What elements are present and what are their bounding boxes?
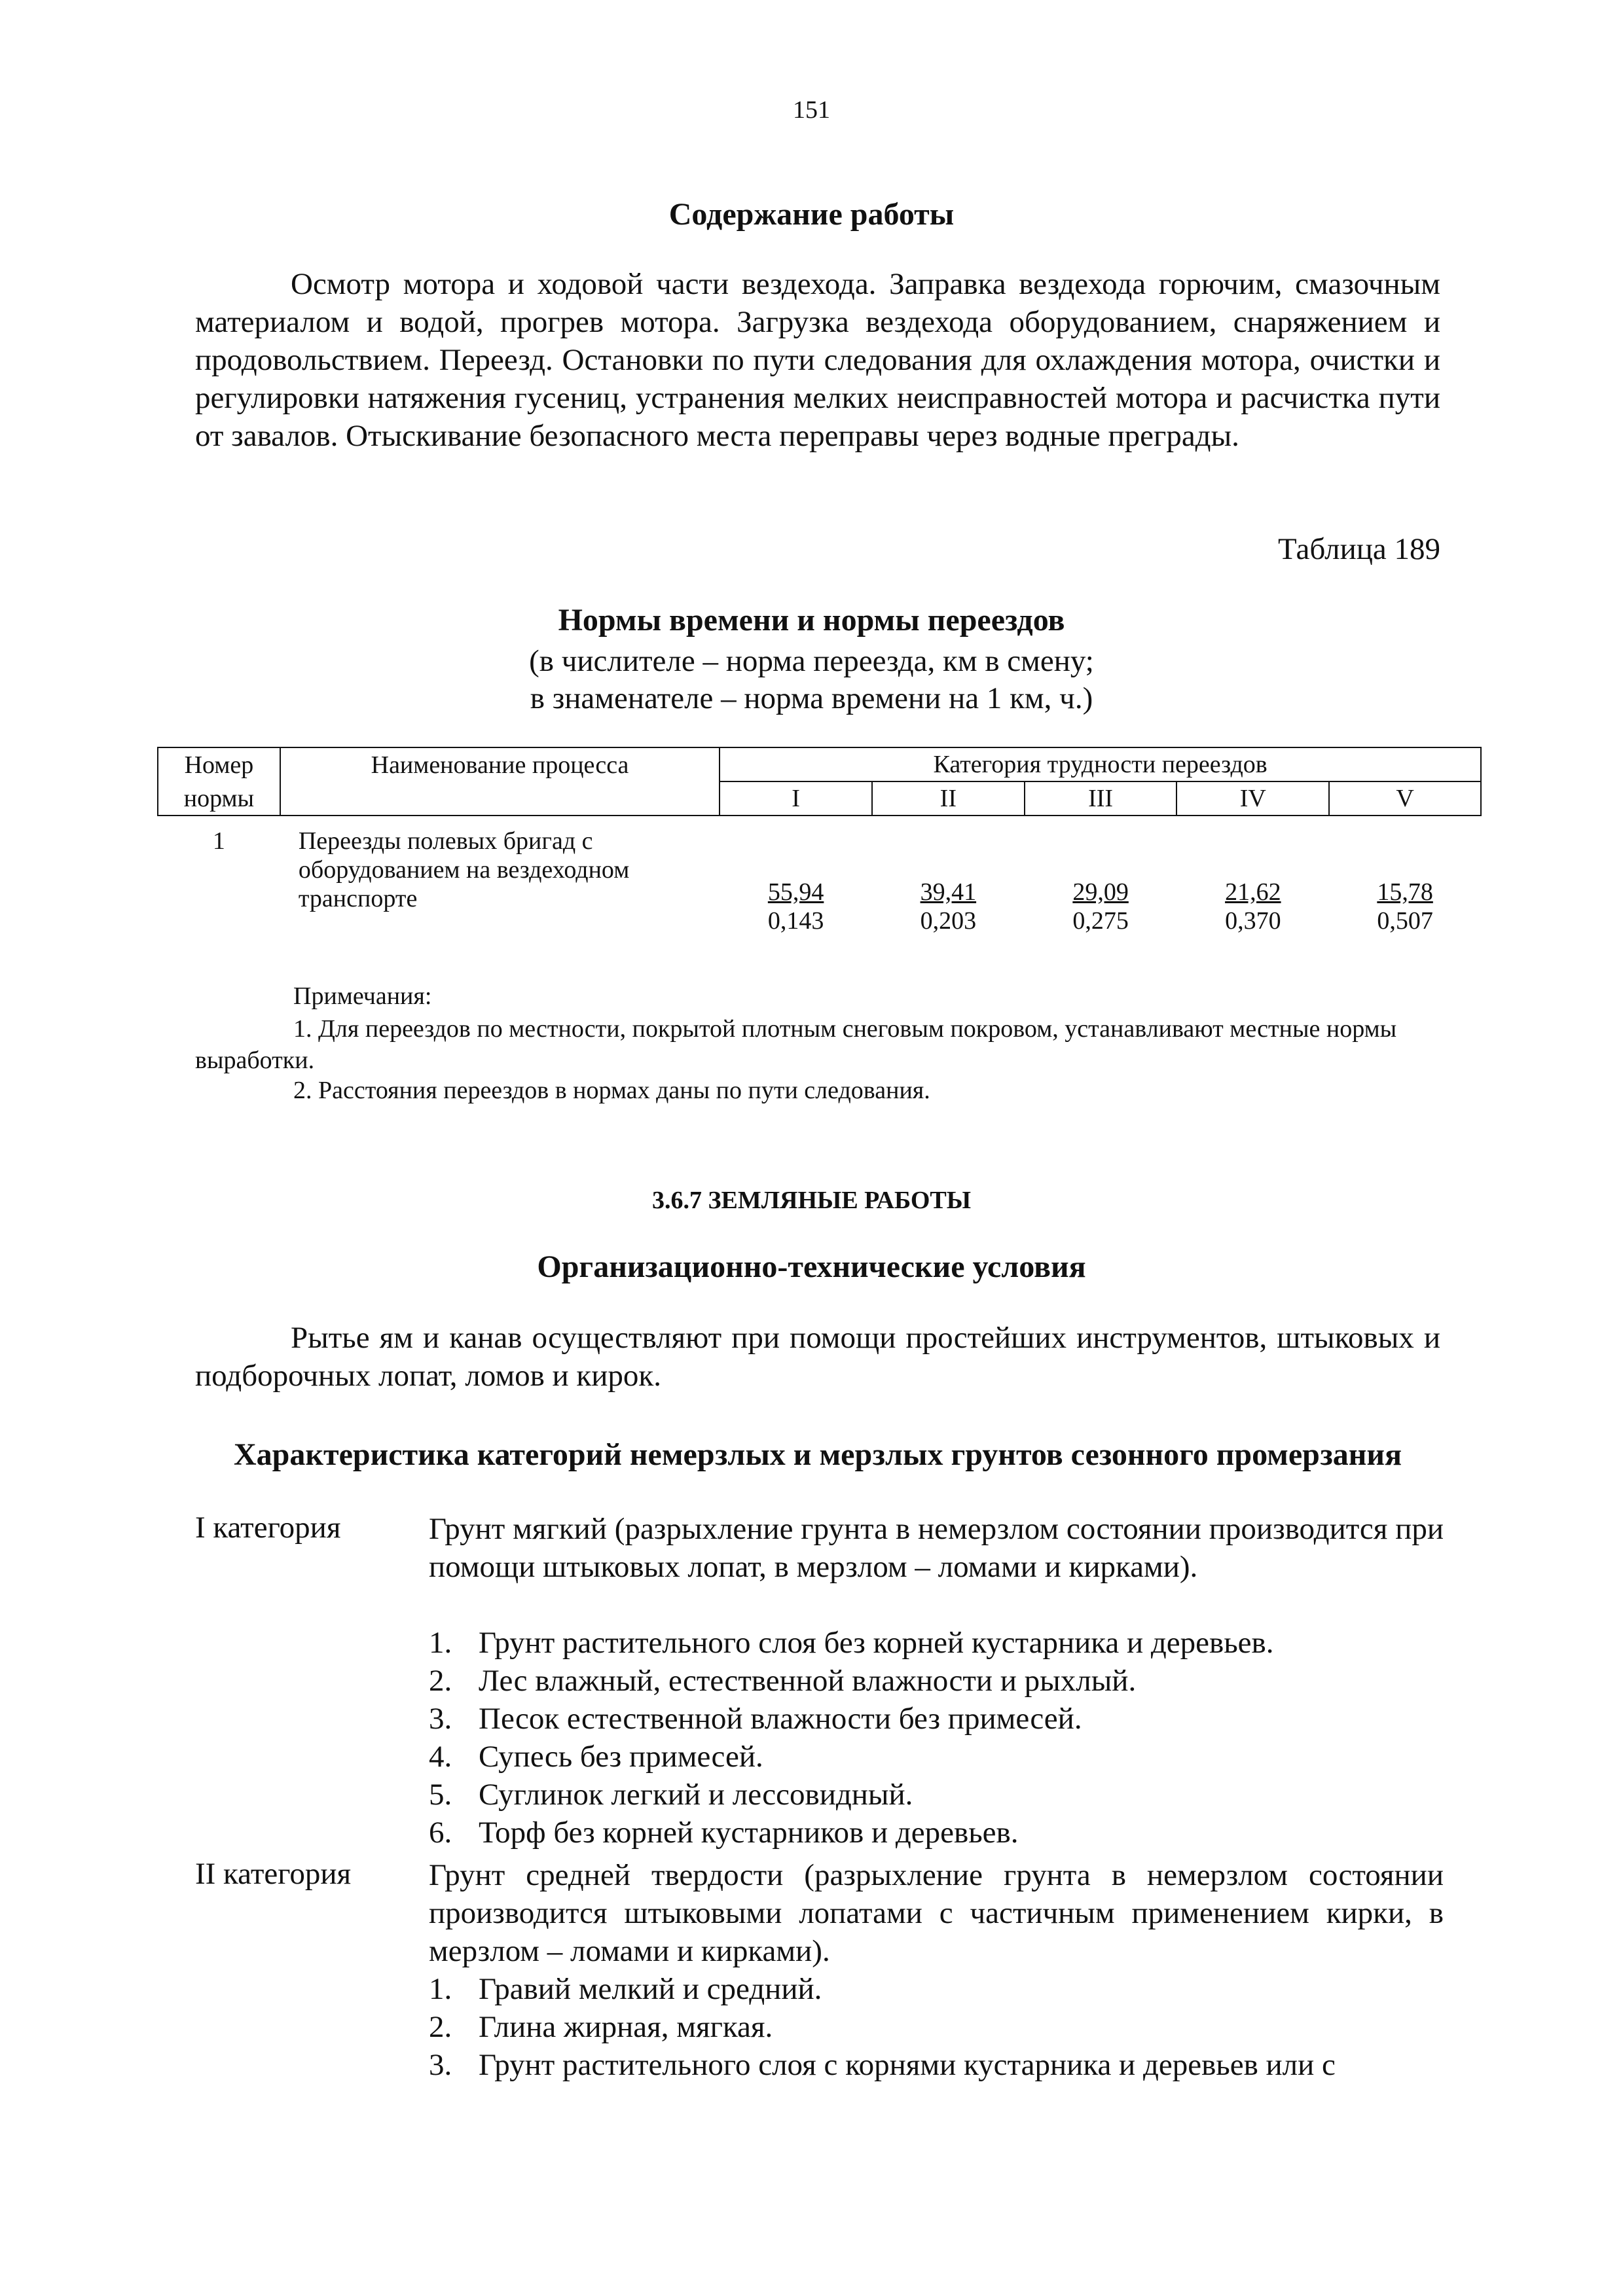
notes-title: Примечания: [293, 982, 432, 1010]
value-denominator: 0,143 [767, 907, 824, 935]
value-numerator: 55,94 [767, 878, 824, 906]
header-cat-2: II [872, 781, 1025, 816]
value-cat-3 [1025, 816, 1177, 935]
work-content-text: Осмотр мотора и ходовой части вездехода. Заправка вездехода горючим, смазочным материалом и водой, прогрев мотора. Загрузка вездехода оборудованием, снаряжением и продовольствием. Переезд. Остановки по пути следования для охлаждения мотора, очистки и регулировки натяжения гусениц, устранения мелких неисправностей мотора и расчистка пути от завалов. Отыскивание безопасного места переправы через водные преграды. [195, 267, 1440, 453]
header-norm-no-2: нормы [158, 781, 280, 816]
value-cat-4 [1176, 816, 1329, 935]
category-2-description: Грунт средней твердости (разрыхление грунта в немерзлом состоянии производится штыковыми лопатами с частичным применением кирки, в мерзлом – ломами и кирками). [429, 1858, 1444, 1968]
header-cat-3: III [1025, 781, 1177, 816]
value-denominator: 0,203 [920, 907, 977, 935]
value-denominator: 0,275 [1072, 907, 1129, 935]
category-2-label: II категория [195, 1857, 352, 1891]
header-norm-no-1: Номер [158, 747, 280, 781]
value-denominator: 0,370 [1225, 907, 1281, 935]
note-1: 1. Для переездов по местности, покрытой плотным снеговым покровом, устанавливают местные нормы выработки. [195, 1015, 1397, 1074]
row-process-name: Переезды полевых бригад с оборудованием на вездеходном транспорте [298, 827, 630, 912]
header-process: Наименование процесса [280, 747, 720, 781]
list-item: 1. Грунт растительного слоя без корней кустарника и деревьев. [429, 1626, 1274, 1660]
header-cat-4: IV [1176, 781, 1329, 816]
value-numerator: 29,09 [1072, 878, 1129, 906]
table-subtitle-1: (в числителе – норма переезда, км в смену; [529, 644, 1094, 678]
header-process-empty [280, 781, 720, 816]
category-1-label: I категория [195, 1511, 341, 1545]
value-numerator: 21,62 [1225, 878, 1281, 906]
list-item: 5. Суглинок легкий и лессовидный. [429, 1778, 913, 1812]
value-cat-1 [720, 816, 872, 935]
work-content-title: Содержание работы [668, 197, 955, 232]
conditions-title: Организационно-технические условия [537, 1249, 1086, 1284]
conditions-text: Рытье ям и канав осуществляют при помощи простейших инструментов, штыковых и подборочных лопат, ломов и кирок. [195, 1321, 1440, 1393]
value-denominator: 0,507 [1377, 907, 1433, 935]
list-item: 4. Супесь без примесей. [429, 1740, 763, 1774]
value-numerator: 15,78 [1377, 878, 1433, 906]
category-1-list [429, 1624, 1444, 1852]
list-item: 6. Торф без корней кустарников и деревьев. [429, 1816, 1019, 1850]
row-norm-no: 1 [212, 827, 225, 855]
list-item: 1. Гравий мелкий и средний. [429, 1972, 822, 2006]
header-cat-1: I [720, 781, 872, 816]
table-subtitle-2: в знаменателе – норма времени на 1 км, ч.) [530, 681, 1093, 715]
value-numerator: 39,41 [920, 878, 977, 906]
list-item: 2. Лес влажный, естественной влажности и рыхлый. [429, 1664, 1137, 1698]
table-row [158, 816, 1481, 935]
list-item: 3. Грунт растительного слоя с корнями кустарника и деревьев или с [429, 2048, 1336, 2082]
soil-categories-title: Характеристика категорий немерзлых и мерзлых грунтов сезонного промерзания [233, 1437, 1402, 1472]
section-title: 3.6.7 ЗЕМЛЯНЫЕ РАБОТЫ [651, 1187, 972, 1214]
list-item: 3. Песок естественной влажности без примесей. [429, 1702, 1082, 1736]
header-category: Категория трудности переездов [720, 747, 1481, 781]
page-number: 151 [793, 96, 830, 124]
note-2: 2. Расстояния переездов в нормах даны по пути следования. [293, 1077, 930, 1104]
value-cat-2 [872, 816, 1025, 935]
table-label: Таблица 189 [1277, 532, 1440, 566]
value-cat-5 [1329, 816, 1481, 935]
category-2-list [429, 1970, 1444, 2084]
norms-table [157, 747, 1482, 935]
header-cat-5: V [1329, 781, 1481, 816]
table-title: Нормы времени и нормы переездов [558, 603, 1065, 637]
category-1-description: Грунт мягкий (разрыхление грунта в немерзлом состоянии производится при помощи штыковых лопат, в мерзлом – ломами и кирками). [429, 1512, 1444, 1584]
list-item: 2. Глина жирная, мягкая. [429, 2010, 773, 2044]
